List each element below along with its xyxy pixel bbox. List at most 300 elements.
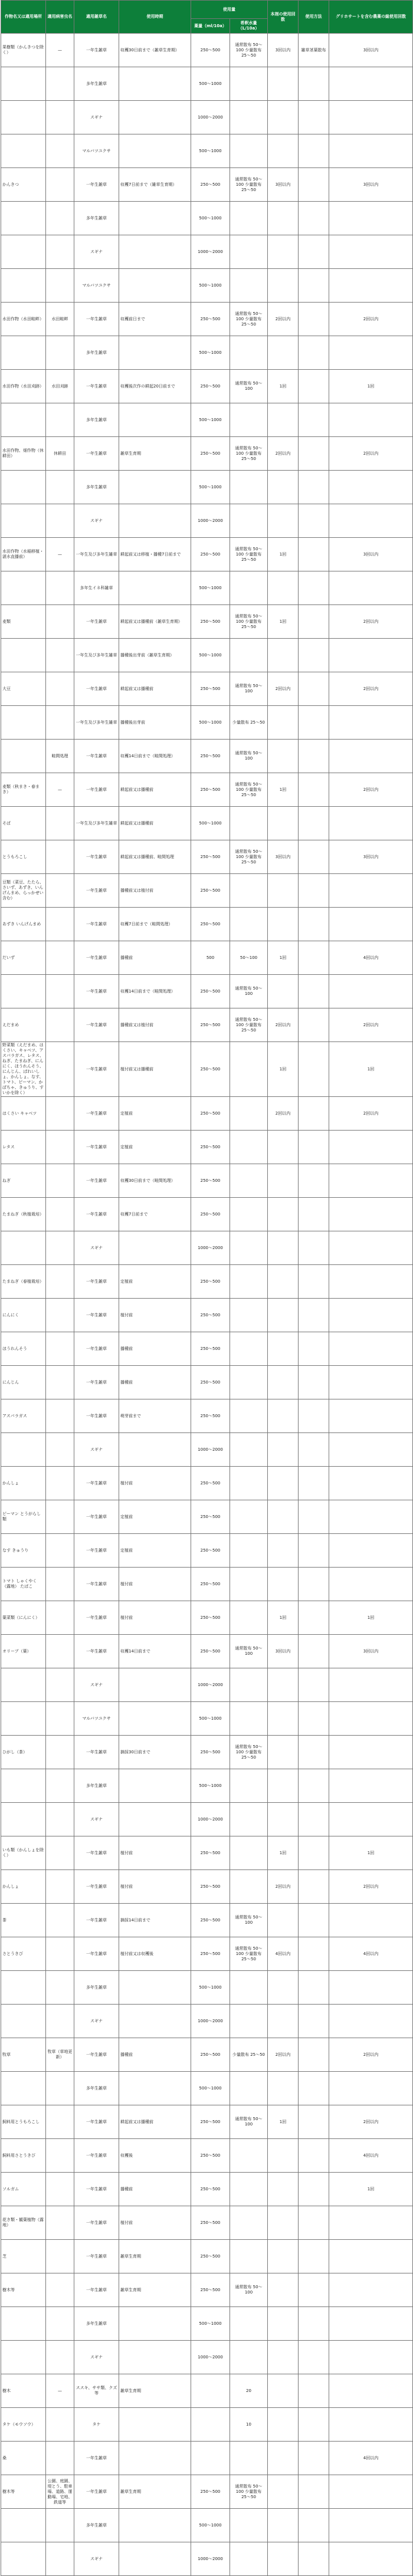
- dose-cell: 250〜500: [191, 2206, 230, 2240]
- method-cell: [299, 1008, 329, 1042]
- method-cell: [299, 538, 329, 571]
- pest-cell: [46, 2072, 74, 2105]
- crop-cell: アスパラガス: [1, 1399, 46, 1433]
- dilution-cell: 通常散布 50〜100: [230, 2273, 268, 2307]
- total-cell: [329, 504, 413, 538]
- table-row: [1, 773, 413, 807]
- table-row: [1, 202, 413, 235]
- total-cell: [329, 1467, 413, 1500]
- count-cell: [268, 403, 299, 437]
- crop-cell: [1, 134, 46, 168]
- dose-cell: 1000〜2000: [191, 504, 230, 538]
- weed-cell: スギナ: [74, 2005, 119, 2038]
- dose-cell: 250〜500: [191, 1736, 230, 1769]
- weed-cell: 一年生雑草: [74, 1097, 119, 1131]
- method-cell: 雑草茎葉散布: [299, 34, 329, 67]
- timing-cell: [119, 2072, 191, 2105]
- count-cell: 2回以内: [268, 303, 299, 336]
- table-row: [1, 1736, 413, 1769]
- count-cell: 1回: [268, 1601, 299, 1635]
- method-cell: [299, 471, 329, 504]
- count-cell: [268, 1534, 299, 1568]
- crop-cell: はくさい キャベツ: [1, 1097, 46, 1131]
- table-row: [1, 2341, 413, 2374]
- table-row: [1, 807, 413, 840]
- method-cell: [299, 908, 329, 941]
- total-cell: 3回以内: [329, 1635, 413, 1668]
- pest-cell: [46, 504, 74, 538]
- total-cell: [329, 2475, 413, 2509]
- crop-cell: [1, 235, 46, 269]
- table-row: [1, 1131, 413, 1164]
- crop-cell: 桑: [1, 2442, 46, 2475]
- timing-cell: 収穫後次作の耕起20日前まで: [119, 370, 191, 403]
- dose-cell: 1000〜2000: [191, 1231, 230, 1265]
- crop-cell: [1, 504, 46, 538]
- timing-cell: 播種前: [119, 2173, 191, 2206]
- total-cell: [329, 67, 413, 101]
- table-row: [1, 571, 413, 605]
- dose-cell: 500〜1000: [191, 134, 230, 168]
- weed-cell: 一年生雑草: [74, 2105, 119, 2139]
- count-cell: [268, 2240, 299, 2273]
- timing-cell: 植付前又は収穫後: [119, 1937, 191, 1971]
- dose-cell: 250〜500: [191, 975, 230, 1008]
- dose-cell: 1000〜2000: [191, 1803, 230, 1836]
- dilution-cell: [230, 1399, 268, 1433]
- weed-cell: 多年生雑草: [74, 67, 119, 101]
- crop-cell: にんじん: [1, 1366, 46, 1399]
- timing-cell: 定植前: [119, 1500, 191, 1534]
- header-dose: 薬量（ml/10a）: [191, 19, 230, 34]
- weed-cell: 多年生雑草: [74, 471, 119, 504]
- pest-cell: [46, 1164, 74, 1198]
- count-cell: [268, 1399, 299, 1433]
- header-total: グリホサートを含む農薬の総使用回数: [329, 1, 413, 34]
- total-cell: [329, 2273, 413, 2307]
- method-cell: [299, 2442, 329, 2475]
- pest-cell: [46, 1008, 74, 1042]
- table-row: [1, 504, 413, 538]
- dose-cell: 250〜500: [191, 1164, 230, 1198]
- dose-cell: 250〜500: [191, 1635, 230, 1668]
- weed-cell: 多年生雑草: [74, 403, 119, 437]
- count-cell: [268, 2273, 299, 2307]
- method-cell: [299, 2475, 329, 2509]
- method-cell: [299, 168, 329, 202]
- total-cell: [329, 1904, 413, 1937]
- method-cell: [299, 571, 329, 605]
- crop-cell: かんしょ: [1, 1870, 46, 1904]
- method-cell: [299, 2509, 329, 2542]
- dilution-cell: [230, 1702, 268, 1736]
- total-cell: [329, 874, 413, 908]
- method-cell: [299, 2408, 329, 2442]
- dose-cell: 500〜1000: [191, 1769, 230, 1803]
- timing-cell: 植付前: [119, 2206, 191, 2240]
- count-cell: [268, 1366, 299, 1399]
- dilution-cell: 通常散布 50〜100 少量散布 25〜50: [230, 773, 268, 807]
- dose-cell: 250〜500: [191, 538, 230, 571]
- method-cell: [299, 1769, 329, 1803]
- crop-cell: [1, 975, 46, 1008]
- method-cell: [299, 1131, 329, 1164]
- crop-cell: とうもろこし: [1, 840, 46, 874]
- crop-cell: 水田作物（水田畦畔）: [1, 303, 46, 336]
- dose-cell: 250〜500: [191, 1265, 230, 1299]
- weed-cell: 一年生雑草: [74, 2139, 119, 2173]
- timing-cell: 耕起前又は播種前: [119, 807, 191, 840]
- table-row: [1, 370, 413, 403]
- table-row: [1, 1971, 413, 2005]
- pest-cell: [46, 2240, 74, 2273]
- weed-cell: 一年生雑草: [74, 1836, 119, 1870]
- method-cell: [299, 269, 329, 303]
- crop-cell: 樹木: [1, 2374, 46, 2408]
- method-cell: [299, 1500, 329, 1534]
- count-cell: 4回以内: [268, 1937, 299, 1971]
- dilution-cell: [230, 2442, 268, 2475]
- count-cell: [268, 1904, 299, 1937]
- weed-cell: 一年生雑草: [74, 1736, 119, 1769]
- weed-cell: 一年生及び多年生雑草: [74, 538, 119, 571]
- table-row: [1, 2206, 413, 2240]
- crop-cell: ねぎ: [1, 1164, 46, 1198]
- dilution-cell: [230, 1164, 268, 1198]
- total-cell: [329, 2408, 413, 2442]
- dilution-cell: [230, 1836, 268, 1870]
- dilution-cell: [230, 639, 268, 672]
- timing-cell: 摘採30日前まで: [119, 1736, 191, 1769]
- crop-cell: タケ（モウソウ）: [1, 2408, 46, 2442]
- crop-cell: さとうきび: [1, 1937, 46, 1971]
- weed-cell: スギナ: [74, 235, 119, 269]
- weed-cell: 一年生雑草: [74, 672, 119, 706]
- table-row: [1, 1500, 413, 1534]
- dose-cell: 500〜1000: [191, 2072, 230, 2105]
- weed-cell: 多年生雑草: [74, 1971, 119, 2005]
- dilution-cell: 少量散布 25〜50: [230, 706, 268, 740]
- crop-cell: [1, 2341, 46, 2374]
- crop-cell: だいず: [1, 941, 46, 975]
- table-row: [1, 908, 413, 941]
- count-cell: [268, 1265, 299, 1299]
- header-crop: 作物名又は適用場所: [1, 1, 46, 34]
- count-cell: [268, 1231, 299, 1265]
- weed-cell: 一年生雑草: [74, 34, 119, 67]
- table-row: [1, 269, 413, 303]
- pest-cell: —: [46, 773, 74, 807]
- dilution-cell: [230, 2240, 268, 2273]
- crop-cell: [1, 1668, 46, 1702]
- count-cell: [268, 235, 299, 269]
- method-cell: [299, 2173, 329, 2206]
- table-row: [1, 941, 413, 975]
- total-cell: [329, 807, 413, 840]
- table-row: [1, 1299, 413, 1332]
- pest-cell: [46, 1433, 74, 1467]
- total-cell: [329, 1500, 413, 1534]
- total-cell: [329, 639, 413, 672]
- dilution-cell: [230, 235, 268, 269]
- dose-cell: 500〜1000: [191, 2509, 230, 2542]
- total-cell: [329, 1164, 413, 1198]
- timing-cell: [119, 504, 191, 538]
- timing-cell: 播種前: [119, 2038, 191, 2072]
- dilution-cell: [230, 1769, 268, 1803]
- total-cell: [329, 2206, 413, 2240]
- pest-cell: [46, 571, 74, 605]
- pest-cell: [46, 1042, 74, 1097]
- weed-cell: 一年生雑草: [74, 2038, 119, 2072]
- pest-cell: [46, 2273, 74, 2307]
- crop-cell: かんきつ: [1, 168, 46, 202]
- dilution-cell: [230, 1097, 268, 1131]
- weed-cell: 一年生雑草: [74, 303, 119, 336]
- dose-cell: 250〜500: [191, 908, 230, 941]
- weed-cell: 一年生雑草: [74, 975, 119, 1008]
- table-row: [1, 403, 413, 437]
- crop-cell: 葉菜類（にんにく）: [1, 1601, 46, 1635]
- count-cell: 1回: [268, 538, 299, 571]
- table-row: [1, 672, 413, 706]
- count-cell: [268, 706, 299, 740]
- table-row: [1, 1198, 413, 1231]
- pest-cell: [46, 1366, 74, 1399]
- pest-cell: [46, 2408, 74, 2442]
- table-row: [1, 1467, 413, 1500]
- crop-cell: トマト しゃくやく（露地） たばこ: [1, 1568, 46, 1601]
- dilution-cell: [230, 874, 268, 908]
- count-cell: 2回以内: [268, 2038, 299, 2072]
- count-cell: 3回以内: [268, 1635, 299, 1668]
- dilution-cell: 通常散布 50〜100 少量散布 25〜50: [230, 437, 268, 471]
- method-cell: [299, 504, 329, 538]
- timing-cell: [119, 202, 191, 235]
- table-row: [1, 1097, 413, 1131]
- method-cell: [299, 202, 329, 235]
- total-cell: [329, 2005, 413, 2038]
- weed-cell: スギナ: [74, 2542, 119, 2576]
- timing-cell: [119, 2341, 191, 2374]
- weed-cell: 一年生雑草: [74, 1568, 119, 1601]
- dilution-cell: [230, 1366, 268, 1399]
- total-cell: 2回以内: [329, 605, 413, 639]
- weed-cell: 一年生及び多年生雑草: [74, 639, 119, 672]
- dose-cell: 250〜500: [191, 2240, 230, 2273]
- method-cell: [299, 336, 329, 370]
- method-cell: [299, 2005, 329, 2038]
- dilution-cell: 少量散布 25〜50: [230, 2038, 268, 2072]
- crop-cell: ピーマン とうがらし類: [1, 1500, 46, 1534]
- count-cell: [268, 975, 299, 1008]
- method-cell: [299, 807, 329, 840]
- usage-table: [1, 0, 413, 2576]
- count-cell: [268, 2442, 299, 2475]
- pest-cell: [46, 1803, 74, 1836]
- count-cell: 2回以内: [268, 672, 299, 706]
- total-cell: 1回: [329, 2173, 413, 2206]
- weed-cell: ススキ、ササ類、クズ等: [74, 2374, 119, 2408]
- weed-cell: スギナ: [74, 504, 119, 538]
- count-cell: 1回: [268, 773, 299, 807]
- count-cell: [268, 740, 299, 773]
- weed-cell: マルバツユクサ: [74, 1702, 119, 1736]
- timing-cell: 雑草生育期: [119, 2475, 191, 2509]
- total-cell: 2回以内: [329, 2105, 413, 2139]
- pest-cell: [46, 1500, 74, 1534]
- dose-cell: 500〜1000: [191, 639, 230, 672]
- pest-cell: [46, 1097, 74, 1131]
- dose-cell: 250〜500: [191, 1601, 230, 1635]
- pest-cell: [46, 1467, 74, 1500]
- weed-cell: 多年生雑草: [74, 2307, 119, 2341]
- dose-cell: 500〜1000: [191, 336, 230, 370]
- table-row: [1, 740, 413, 773]
- crop-cell: いも類（かんしょを除く）: [1, 1836, 46, 1870]
- weed-cell: 一年生雑草: [74, 1534, 119, 1568]
- crop-cell: そば: [1, 807, 46, 840]
- method-cell: [299, 605, 329, 639]
- crop-cell: あずき いんげんまめ: [1, 908, 46, 941]
- timing-cell: 萌芽前まで: [119, 1399, 191, 1433]
- pest-cell: [46, 1904, 74, 1937]
- weed-cell: スギナ: [74, 1433, 119, 1467]
- dose-cell: 250〜500: [191, 168, 230, 202]
- timing-cell: [119, 1971, 191, 2005]
- dilution-cell: [230, 134, 268, 168]
- total-cell: 4回以内: [329, 2442, 413, 2475]
- count-cell: [268, 504, 299, 538]
- timing-cell: 播種前: [119, 1332, 191, 1366]
- timing-cell: 耕起前又は播種前: [119, 2105, 191, 2139]
- dilution-cell: [230, 2173, 268, 2206]
- pest-cell: [46, 975, 74, 1008]
- weed-cell: 一年生雑草: [74, 1399, 119, 1433]
- timing-cell: 播種後出芽前: [119, 706, 191, 740]
- table-row: [1, 1433, 413, 1467]
- weed-cell: 一年生雑草: [74, 168, 119, 202]
- total-cell: [329, 706, 413, 740]
- table-row: [1, 101, 413, 134]
- total-cell: [329, 202, 413, 235]
- crop-cell: [1, 571, 46, 605]
- method-cell: [299, 1399, 329, 1433]
- dose-cell: 250〜500: [191, 1399, 230, 1433]
- total-cell: [329, 1299, 413, 1332]
- total-cell: 3回以内: [329, 168, 413, 202]
- timing-cell: 植付前: [119, 1467, 191, 1500]
- total-cell: [329, 336, 413, 370]
- pest-cell: [46, 639, 74, 672]
- crop-cell: ほうれんそう: [1, 1332, 46, 1366]
- dose-cell: 250〜500: [191, 1299, 230, 1332]
- timing-cell: 播種前又は植付前: [119, 1008, 191, 1042]
- pest-cell: [46, 235, 74, 269]
- weed-cell: 一年生雑草: [74, 773, 119, 807]
- table-row: [1, 2307, 413, 2341]
- dose-cell: 250〜500: [191, 1836, 230, 1870]
- total-cell: 4回以内: [329, 941, 413, 975]
- weed-cell: 多年生雑草: [74, 2509, 119, 2542]
- dose-cell: 500〜1000: [191, 403, 230, 437]
- timing-cell: [119, 571, 191, 605]
- table-row: [1, 1231, 413, 1265]
- header-weed: 適用雑草名: [74, 1, 119, 34]
- timing-cell: [119, 2542, 191, 2576]
- count-cell: [268, 2005, 299, 2038]
- dilution-cell: [230, 1467, 268, 1500]
- weed-cell: 一年生雑草: [74, 605, 119, 639]
- total-cell: [329, 1736, 413, 1769]
- weed-cell: 一年生雑草: [74, 370, 119, 403]
- dose-cell: 500〜1000: [191, 706, 230, 740]
- count-cell: [268, 2072, 299, 2105]
- pest-cell: [46, 168, 74, 202]
- total-cell: 2回以内: [329, 672, 413, 706]
- total-cell: 1回: [329, 1836, 413, 1870]
- dilution-cell: 通常散布 50〜100: [230, 1635, 268, 1668]
- total-cell: 1回: [329, 1601, 413, 1635]
- method-cell: [299, 1467, 329, 1500]
- dose-cell: 250〜500: [191, 437, 230, 471]
- method-cell: [299, 101, 329, 134]
- timing-cell: [119, 134, 191, 168]
- pest-cell: [46, 1231, 74, 1265]
- dose-cell: 500〜1000: [191, 2307, 230, 2341]
- table-row: [1, 437, 413, 471]
- crop-cell: レタス: [1, 1131, 46, 1164]
- weed-cell: 一年生雑草: [74, 1500, 119, 1534]
- pest-cell: [46, 1769, 74, 1803]
- dilution-cell: 通常散布 50〜100 少量散布 25〜50: [230, 168, 268, 202]
- crop-cell: 花き類・観葉植物（露地）: [1, 2206, 46, 2240]
- count-cell: [268, 1433, 299, 1467]
- count-cell: [268, 807, 299, 840]
- method-cell: [299, 2206, 329, 2240]
- pest-cell: [46, 1299, 74, 1332]
- crop-cell: 野菜類（えだまめ、はくさい、キャベツ、アスパラガス、レタス、ねぎ、たまねぎ、にんにく、ほうれんそう、にんじん、ばれいしょ、かんしょ、なす、トマト、ピーマン、かぼちゃ、きゅうり、すいかを除く）: [1, 1042, 46, 1097]
- count-cell: [268, 1803, 299, 1836]
- count-cell: [268, 571, 299, 605]
- weed-cell: 一年生雑草: [74, 2442, 119, 2475]
- weed-cell: 一年生雑草: [74, 1635, 119, 1668]
- table-row: [1, 471, 413, 504]
- timing-cell: [119, 101, 191, 134]
- timing-cell: 植付前: [119, 1568, 191, 1601]
- count-cell: [268, 1299, 299, 1332]
- table-row: [1, 1635, 413, 1668]
- pest-cell: [46, 1736, 74, 1769]
- dilution-cell: [230, 2005, 268, 2038]
- dose-cell: 250〜500: [191, 303, 230, 336]
- dilution-cell: [230, 2341, 268, 2374]
- table-row: [1, 2542, 413, 2576]
- crop-cell: [1, 101, 46, 134]
- dilution-cell: [230, 67, 268, 101]
- total-cell: [329, 1332, 413, 1366]
- dilution-cell: [230, 1332, 268, 1366]
- count-cell: [268, 2173, 299, 2206]
- method-cell: [299, 1433, 329, 1467]
- pest-cell: [46, 2105, 74, 2139]
- method-cell: [299, 134, 329, 168]
- timing-cell: 播種前又は植付前: [119, 874, 191, 908]
- dose-cell: 250〜500: [191, 773, 230, 807]
- header-count: 本剤の使用回数: [268, 1, 299, 34]
- table-row: [1, 2509, 413, 2542]
- method-cell: [299, 1736, 329, 1769]
